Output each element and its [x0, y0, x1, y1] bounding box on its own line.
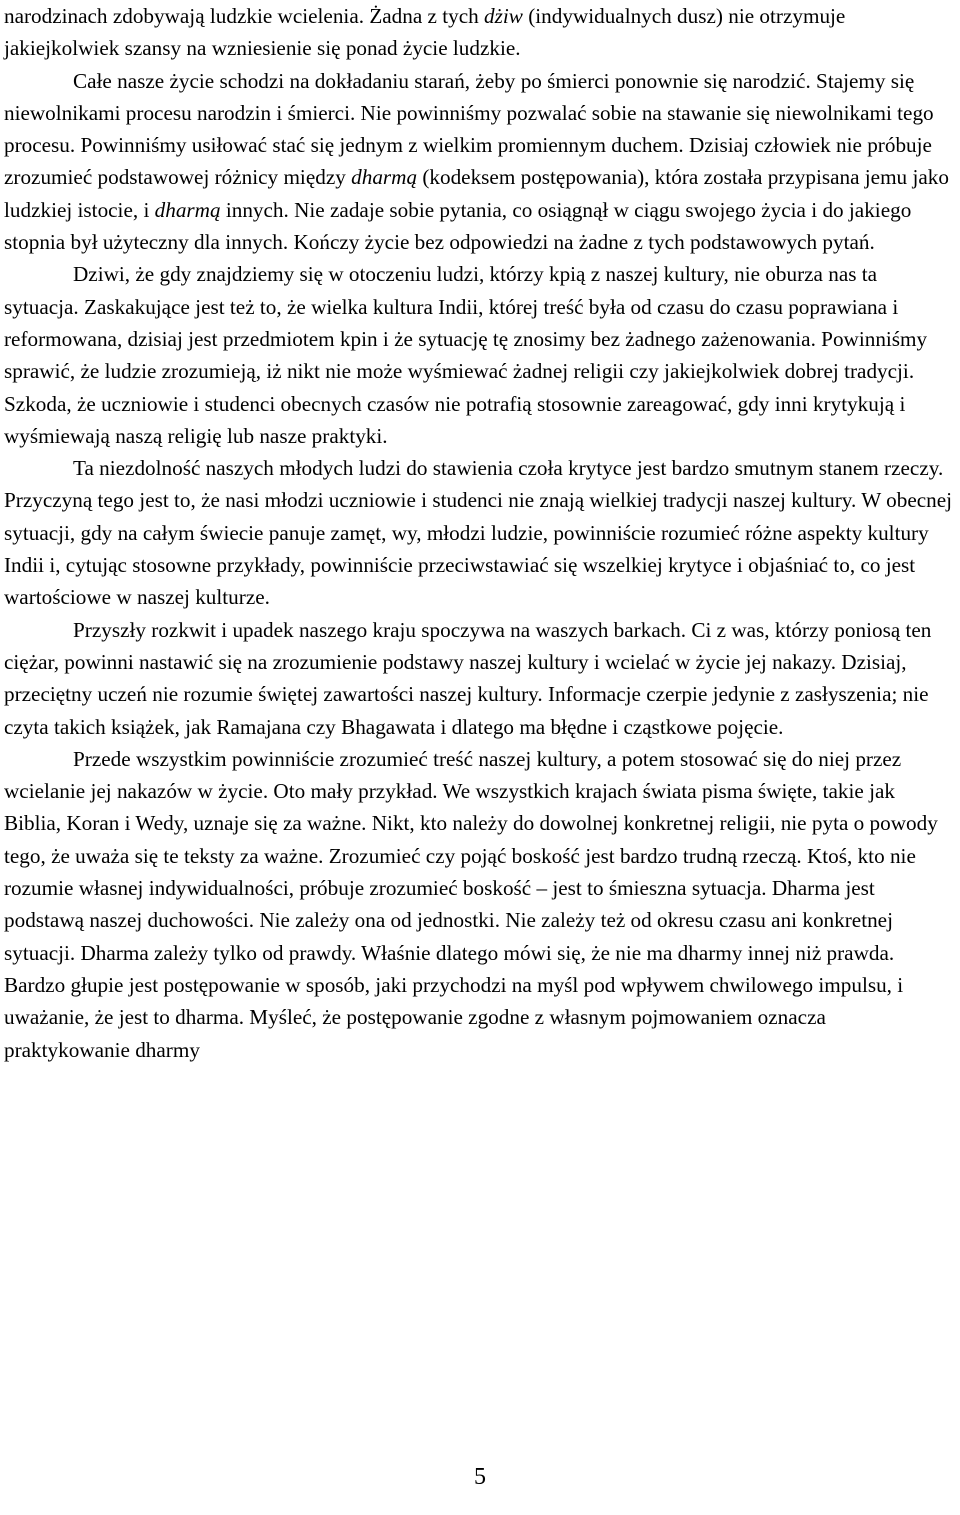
paragraph — [4, 452, 956, 613]
body-text — [4, 0, 956, 1066]
text-segment: Całe nasze życie schodzi na dokładaniu starań, żeby po śmierci ponownie się narodzić. Stajemy się niewolnikami procesu narodzin i śmierci. Nie powinniśmy pozwalać sobie na stawanie się niewolnikami tego procesu. Powinniśmy usiłować stać się jednym z wielkim promiennym duchem. Dzisiaj człowiek nie próbuje zrozumieć podstawowej różnicy między — [4, 68, 934, 190]
text-segment: Przyszły rozkwit i upadek naszego kraju spoczywa na waszych barkach. Ci z was, którzy poniosą ten ciężar, powinni nastawić się na zrozumienie podstawy naszej kultury i wcielać w życie jej nakazy. Dzisiaj, przeciętny uczeń nie rozumie świętej zawartości naszej kultury. Informacje czerpie jedynie z zasłyszenia; nie czyta takich książek, jak Ramajana czy Bhagawata i dlatego ma błędne i cząstkowe pojęcie. — [4, 617, 932, 739]
text-segment: Przede wszystkim powinniście zrozumieć treść naszej kultury, a potem stosować się do niej przez wcielanie jej nakazów w życie. Oto mały przykład. We wszystkich krajach świata pisma święte, takie jak Biblia, Koran i Wedy, uznaje się za ważne. Nikt, kto należy do dowolnej konkretnej religii, nie pyta o powody tego, że uważa się te teksty za ważne. Zrozumieć czy pojąć boskość jest bardzo trudną rzeczą. Ktoś, kto nie rozumie własnej indywidualności, próbuje zrozumieć boskość – jest to śmieszna sytuacja. Dharma jest podstawą naszej duchowości. Nie zależy ona od jednostki. Nie zależy też od okresu czasu ani konkretnej sytuacji. Dharma zależy tylko od prawdy. Właśnie dlatego mówi się, że nie ma dharmy innej niż prawda. Bardzo głupie jest postępowanie w sposób, jaki przychodzi na myśl pod wpływem chwilowego impulsu, i uważanie, że jest to dharma. Myśleć, że postępowanie zgodne z własnym pojmowaniem oznacza praktykowanie dharmy — [4, 746, 938, 1062]
paragraph — [4, 743, 956, 1066]
text-segment: Ta niezdolność naszych młodych ludzi do stawienia czoła krytyce jest bardzo smutnym stanem rzeczy. Przyczyną tego jest to, że nasi młodzi uczniowie i studenci nie znają wielkiej tradycji naszej kultury. W obecnej sytuacji, gdy na całym świecie panuje zamęt, wy, młodzi ludzie, powinniście rozumieć różne aspekty kultury Indii i, cytując stosowne przykłady, powinniście przeciwstawiać się wszelkiej krytyce i objaśniać to, co jest wartościowe w naszej kulturze. — [4, 456, 953, 610]
paragraph — [4, 0, 956, 65]
paragraph — [4, 614, 956, 743]
text-segment: Dziwi, że gdy znajdziemy się w otoczeniu ludzi, którzy kpią z naszej kultury, nie oburza nas ta sytuacja. Zaskakujące jest też to, że wielka kultura Indii, której treść była od czasu do czasu poprawiana i reformowana, dzisiaj jest przedmiotem kpin i że sytuację tę znosimy bez żadnego zażenowania. Powinniśmy sprawić, że ludzie zrozumieją, iż nikt nie może wyśmiewać żadnej religii czy jakiejkolwiek dobrej tradycji. Szkoda, że uczniowie i studenci obecnych czasów nie potrafią stosownie zareagować, gdy inni krytykują i wyśmiewają naszą religię lub nasze praktyki. — [4, 262, 928, 448]
text-segment: narodzinach zdobywają ludzkie wcielenia. Żadna z tych — [4, 4, 485, 28]
text-segment: (kodeksem postępowania), która została przypisana jemu jako ludzkiej istocie, i — [4, 165, 949, 222]
paragraph — [4, 65, 956, 259]
italic-term: dżiw — [484, 4, 523, 28]
page-number: 5 — [474, 1464, 486, 1490]
paragraph — [4, 258, 956, 452]
italic-term: dharmą — [154, 197, 221, 222]
text-segment: innych. Nie zadaje sobie pytania, co osiągnął w ciągu swojego życia i do jakiego stopnia był użyteczny dla innych. Kończy życie bez odpowiedzi na żadne z tych podstawowych pytań. — [4, 197, 912, 255]
italic-term: dharmą — [351, 165, 418, 190]
text-segment: (indywidualnych dusz) nie otrzymuje jakiejkolwiek szansy na wzniesienie się ponad życie ludzkie. — [4, 4, 846, 61]
